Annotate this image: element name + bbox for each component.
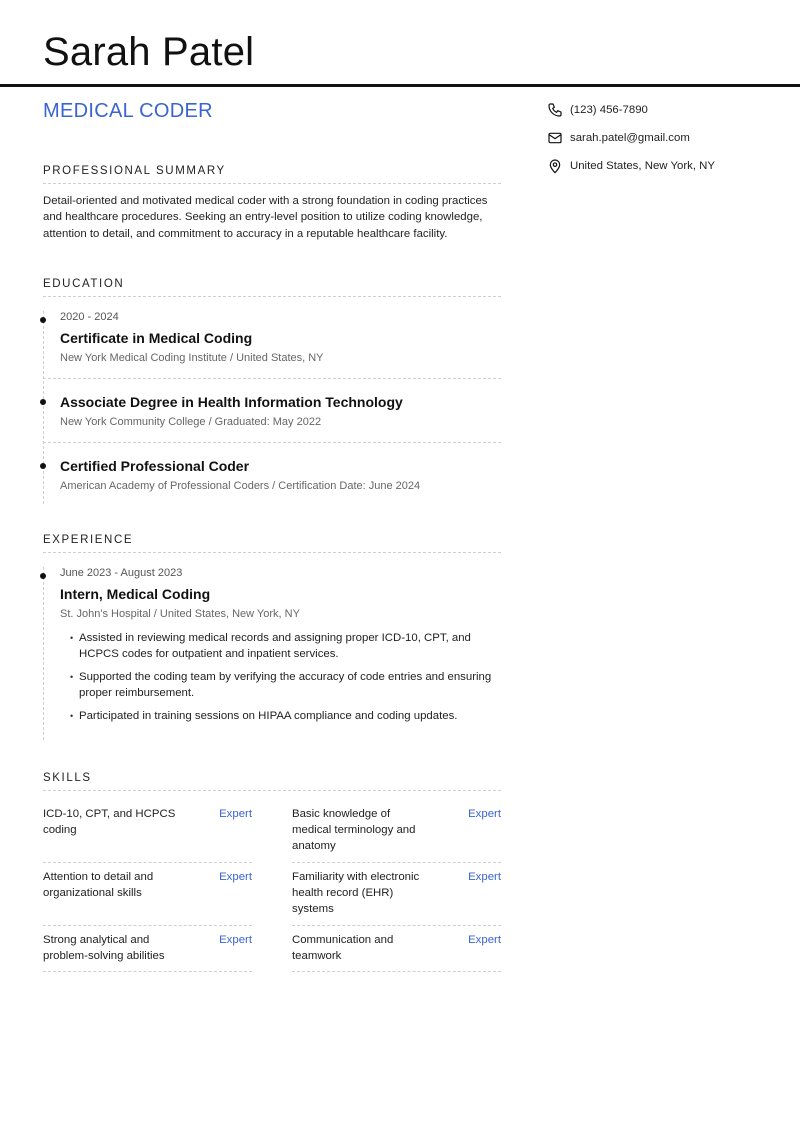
experience-role: Intern, Medical Coding [60,585,211,602]
education-item [43,443,501,504]
contact-column [547,100,777,184]
education-degree: Certificate in Medical Coding [60,329,253,346]
skill-name: Strong analytical and problem-solving abilities [43,933,165,962]
skill-name: Familiarity with electronic health record (EHR) systems [292,870,420,916]
phone-icon [547,102,563,118]
skill-item [43,863,252,926]
timeline-dot [40,399,46,405]
experience-bullet: • Assisted in reviewing medical records and assigning proper ICD-10, CPT, and HCPCS codes for outpatient and inpatient services. [60,630,501,662]
experience-date: June 2023 - August 2023 [60,566,183,579]
location-text: United States, New York, NY [570,160,715,172]
experience-item [43,559,501,740]
experience-bullet: • Participated in training sessions on HIPAA compliance and coding updates. [60,708,501,724]
experience-company: St. John's Hospital / United States, New York, NY [60,607,300,620]
experience-bullet: • Supported the coding team by verifying the accuracy of code entries and ensuring proper reimbursement. [60,669,501,701]
map-pin-icon [547,158,563,174]
skill-level: Expert [468,870,501,883]
education-item [43,379,501,443]
experience-heading: EXPERIENCE [43,534,501,553]
education-timeline [43,303,501,504]
candidate-name: Sarah Patel [43,30,255,74]
email-text[interactable]: sarah.patel@gmail.com [570,132,690,144]
skill-item [292,863,501,926]
contact-phone [547,100,777,120]
education-degree: Associate Degree in Health Information Technology [60,393,403,410]
phone-text[interactable]: (123) 456-7890 [570,104,648,116]
skill-level: Expert [219,807,252,820]
education-date: 2020 - 2024 [60,310,119,323]
job-title: MEDICAL CODER [43,100,213,122]
skill-item [292,800,501,863]
experience-timeline [43,559,501,740]
summary-heading: PROFESSIONAL SUMMARY [43,165,501,184]
experience-bullets [60,630,501,724]
timeline-dot [40,573,46,579]
skill-item [292,926,501,973]
skill-name: ICD-10, CPT, and HCPCS coding [43,807,176,837]
skills-heading: SKILLS [43,772,501,791]
skill-name: Attention to detail and organizational skills [43,870,154,900]
education-school: New York Community College / Graduated: May 2022 [60,415,322,428]
contact-email [547,128,777,148]
skill-item [43,926,252,973]
mail-icon [547,130,563,146]
timeline-dot [40,463,46,469]
education-school: American Academy of Professional Coders / Certification Date: June 2024 [60,479,421,492]
summary-text: Detail-oriented and motivated medical coder with a strong foundation in coding practices and healthcare procedures. Seeking an entry-level position to utilize coding knowledge, attention to detail, and commitment to accuracy in a reputable healthcare facility. [43,195,488,240]
contact-location [547,156,777,176]
skill-level: Expert [219,933,252,946]
skill-level: Expert [219,870,252,883]
main-column [43,100,501,972]
skill-name: Communication and teamwork [292,933,394,962]
skill-level: Expert [468,807,501,820]
skills-grid [43,800,501,972]
education-item [43,303,501,379]
education-heading: EDUCATION [43,278,501,297]
education-degree: Certified Professional Coder [60,457,250,474]
education-school: New York Medical Coding Institute / United States, NY [60,351,324,364]
skill-level: Expert [468,933,501,946]
skill-name: Basic knowledge of medical terminology and anatomy [292,807,416,853]
timeline-dot [40,317,46,323]
skill-item [43,800,252,863]
header-divider [0,84,800,87]
